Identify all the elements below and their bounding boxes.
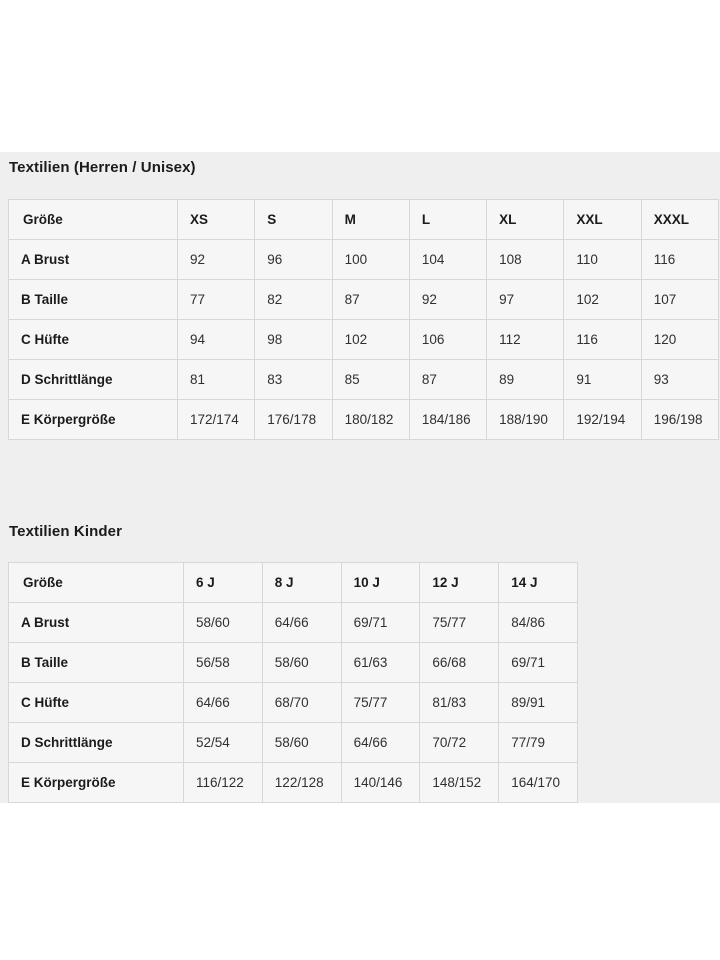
size-value-cell: 94: [178, 320, 255, 360]
size-column-header: 6 J: [184, 563, 263, 603]
size-value-cell: 69/71: [499, 643, 578, 683]
table-row: [9, 360, 719, 400]
size-value-cell: 91: [564, 360, 641, 400]
size-value-cell: 68/70: [262, 683, 341, 723]
size-label-column-header: Größe: [9, 200, 178, 240]
size-value-cell: 116: [641, 240, 718, 280]
measurement-row-label: C Hüfte: [9, 683, 184, 723]
size-table-herren-unisex: [8, 199, 719, 440]
measurement-row-label: A Brust: [9, 603, 184, 643]
header-row: [9, 200, 719, 240]
size-value-cell: 84/86: [499, 603, 578, 643]
size-value-cell: 81: [178, 360, 255, 400]
size-value-cell: 75/77: [420, 603, 499, 643]
size-value-cell: 176/178: [255, 400, 332, 440]
size-value-cell: 58/60: [262, 643, 341, 683]
size-value-cell: 97: [487, 280, 564, 320]
size-value-cell: 112: [487, 320, 564, 360]
size-value-cell: 98: [255, 320, 332, 360]
size-value-cell: 77: [178, 280, 255, 320]
size-value-cell: 85: [332, 360, 409, 400]
size-value-cell: 56/58: [184, 643, 263, 683]
size-value-cell: 92: [409, 280, 486, 320]
size-value-cell: 83: [255, 360, 332, 400]
size-column-header: 12 J: [420, 563, 499, 603]
size-label-column-header: Größe: [9, 563, 184, 603]
table-row: [9, 320, 719, 360]
measurement-row-label: E Körpergröße: [9, 763, 184, 803]
size-chart-panel: [0, 152, 720, 803]
size-value-cell: 180/182: [332, 400, 409, 440]
size-value-cell: 192/194: [564, 400, 641, 440]
size-value-cell: 106: [409, 320, 486, 360]
size-value-cell: 77/79: [499, 723, 578, 763]
size-value-cell: 102: [564, 280, 641, 320]
size-value-cell: 58/60: [262, 723, 341, 763]
size-value-cell: 102: [332, 320, 409, 360]
size-column-header: XXL: [564, 200, 641, 240]
size-value-cell: 58/60: [184, 603, 263, 643]
size-value-cell: 64/66: [341, 723, 420, 763]
table-row: [9, 400, 719, 440]
measurement-row-label: C Hüfte: [9, 320, 178, 360]
size-value-cell: 104: [409, 240, 486, 280]
measurement-row-label: B Taille: [9, 643, 184, 683]
size-value-cell: 120: [641, 320, 718, 360]
measurement-row-label: E Körpergröße: [9, 400, 178, 440]
size-value-cell: 89: [487, 360, 564, 400]
section-title-herren-unisex: Textilien (Herren / Unisex): [9, 159, 196, 176]
table-row: [9, 240, 719, 280]
size-column-header: L: [409, 200, 486, 240]
size-value-cell: 108: [487, 240, 564, 280]
table-row: [9, 763, 578, 803]
size-column-header: 14 J: [499, 563, 578, 603]
size-value-cell: 75/77: [341, 683, 420, 723]
size-value-cell: 66/68: [420, 643, 499, 683]
size-value-cell: 116: [564, 320, 641, 360]
size-value-cell: 100: [332, 240, 409, 280]
size-value-cell: 61/63: [341, 643, 420, 683]
measurement-row-label: A Brust: [9, 240, 178, 280]
size-value-cell: 148/152: [420, 763, 499, 803]
size-column-header: 10 J: [341, 563, 420, 603]
size-value-cell: 92: [178, 240, 255, 280]
size-value-cell: 196/198: [641, 400, 718, 440]
size-value-cell: 70/72: [420, 723, 499, 763]
size-value-cell: 107: [641, 280, 718, 320]
size-value-cell: 96: [255, 240, 332, 280]
section-title-kinder: Textilien Kinder: [9, 523, 123, 540]
size-column-header: XS: [178, 200, 255, 240]
size-value-cell: 122/128: [262, 763, 341, 803]
table-row: [9, 280, 719, 320]
size-column-header: XXXL: [641, 200, 718, 240]
size-column-header: 8 J: [262, 563, 341, 603]
table-row: [9, 643, 578, 683]
size-value-cell: 93: [641, 360, 718, 400]
size-value-cell: 64/66: [184, 683, 263, 723]
size-value-cell: 69/71: [341, 603, 420, 643]
size-value-cell: 89/91: [499, 683, 578, 723]
size-value-cell: 81/83: [420, 683, 499, 723]
measurement-row-label: D Schrittlänge: [9, 723, 184, 763]
size-column-header: XL: [487, 200, 564, 240]
size-column-header: M: [332, 200, 409, 240]
size-value-cell: 116/122: [184, 763, 263, 803]
size-value-cell: 164/170: [499, 763, 578, 803]
table-row: [9, 603, 578, 643]
size-value-cell: 87: [332, 280, 409, 320]
table-row: [9, 723, 578, 763]
size-value-cell: 172/174: [178, 400, 255, 440]
table-row: [9, 683, 578, 723]
size-column-header: S: [255, 200, 332, 240]
size-table-kinder: [8, 562, 578, 803]
header-row: [9, 563, 578, 603]
size-value-cell: 110: [564, 240, 641, 280]
measurement-row-label: B Taille: [9, 280, 178, 320]
size-value-cell: 184/186: [409, 400, 486, 440]
size-value-cell: 87: [409, 360, 486, 400]
size-value-cell: 82: [255, 280, 332, 320]
size-value-cell: 140/146: [341, 763, 420, 803]
size-value-cell: 52/54: [184, 723, 263, 763]
measurement-row-label: D Schrittlänge: [9, 360, 178, 400]
size-value-cell: 188/190: [487, 400, 564, 440]
size-value-cell: 64/66: [262, 603, 341, 643]
